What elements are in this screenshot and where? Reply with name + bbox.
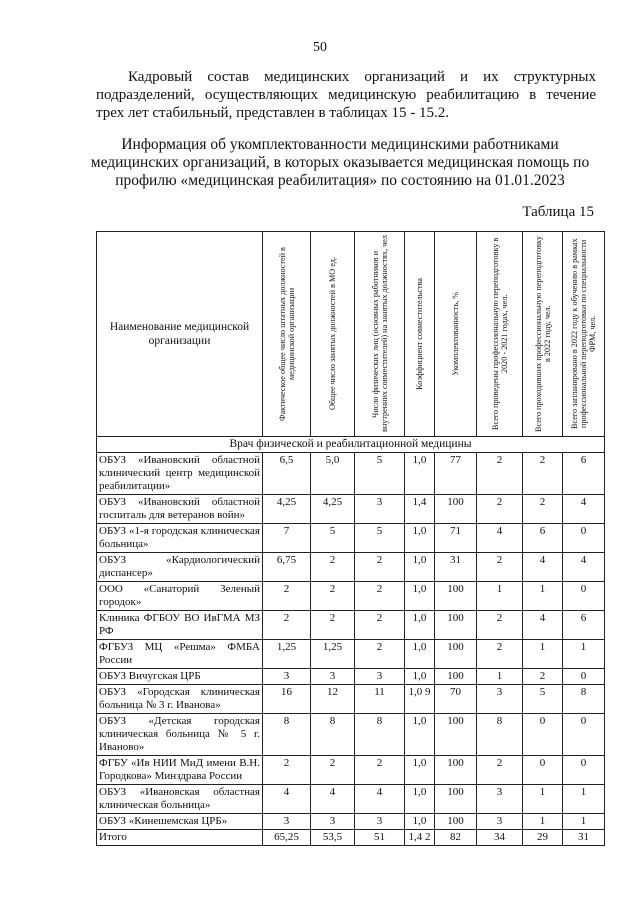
staffing-table — [96, 231, 605, 846]
cell: 65,25 — [263, 830, 311, 846]
cell: 1,0 9 — [405, 685, 435, 714]
cell: 2 — [477, 553, 523, 582]
table-label: Таблица 15 — [522, 204, 594, 220]
cell: 3 — [263, 814, 311, 830]
cell: 5,0 — [311, 453, 355, 495]
cell: 2 — [523, 495, 563, 524]
table-row — [97, 814, 605, 830]
org-name: ООО «Санаторий Зеленый городок» — [97, 582, 263, 611]
cell: 100 — [435, 756, 477, 785]
cell: 1 — [563, 785, 605, 814]
cell: 2 — [477, 640, 523, 669]
cell: 1,0 — [405, 524, 435, 553]
cell: 6,75 — [263, 553, 311, 582]
cell: 5 — [355, 453, 405, 495]
cell: 4 — [477, 524, 523, 553]
cell: 0 — [523, 714, 563, 756]
header-name: Наименование медицинской организации — [97, 232, 263, 437]
cell: 5 — [523, 685, 563, 714]
org-name: ОБУЗ «Детская городская клиническая больница № 5 г. Иваново» — [97, 714, 263, 756]
table-heading: Информация об укомплектованности медицинскими работниками медицинских организаций, в которых оказывается медицинская помощь по профилю «медицинская реабилитация» по состоянию на 01.01.2023 — [90, 136, 590, 189]
cell: 53,5 — [311, 830, 355, 846]
org-name: ОБУЗ «Городская клиническая больница № 3 г. Иванова» — [97, 685, 263, 714]
cell: 2 — [355, 611, 405, 640]
header-row — [97, 232, 605, 437]
cell: 8 — [355, 714, 405, 756]
cell: 1 — [523, 640, 563, 669]
org-name: ОБУЗ «Кинешемская ЦРБ» — [97, 814, 263, 830]
table-row — [97, 669, 605, 685]
cell: 1,0 — [405, 611, 435, 640]
cell: 1,0 — [405, 814, 435, 830]
table-row — [97, 553, 605, 582]
header-c4: Коэффициент совместительства — [405, 232, 435, 437]
cell: 8 — [477, 714, 523, 756]
org-name: ФГБУ «Ив НИИ МиД имени В.Н. Городкова» Минздрава России — [97, 756, 263, 785]
cell: 4 — [563, 495, 605, 524]
cell: 3 — [263, 669, 311, 685]
cell: 12 — [311, 685, 355, 714]
cell: 0 — [563, 524, 605, 553]
cell: 70 — [435, 685, 477, 714]
cell: 1,4 2 — [405, 830, 435, 846]
cell: 3 — [311, 669, 355, 685]
cell: 100 — [435, 669, 477, 685]
cell: 8 — [563, 685, 605, 714]
total-row — [97, 830, 605, 846]
cell: 2 — [477, 756, 523, 785]
header-c6: Всего проведены профессиональную переподготовку в 2020 - 2021 годах, чел. — [477, 232, 523, 437]
cell: 4 — [263, 785, 311, 814]
table-row — [97, 640, 605, 669]
cell: 1,0 — [405, 669, 435, 685]
cell: 2 — [355, 553, 405, 582]
org-name: ОБУЗ «1-я городская клиническая больница» — [97, 524, 263, 553]
cell: 16 — [263, 685, 311, 714]
header-c2: Общее число занятых должностей в МО ед. — [311, 232, 355, 437]
org-name: ОБУЗ Вичугская ЦРБ — [97, 669, 263, 685]
cell: 100 — [435, 814, 477, 830]
header-c5: Укомплектованность, % — [435, 232, 477, 437]
cell: 100 — [435, 611, 477, 640]
cell: 2 — [311, 611, 355, 640]
cell: 7 — [263, 524, 311, 553]
cell: 2 — [523, 669, 563, 685]
cell: 2 — [311, 553, 355, 582]
header-c3: Число физических лиц (основных работников и внутренних совместителей) на занятых должностях, чел — [355, 232, 405, 437]
org-name: ОБУЗ «Кардиологический диспансер» — [97, 553, 263, 582]
cell: 2 — [477, 453, 523, 495]
cell: 2 — [311, 756, 355, 785]
cell: 2 — [263, 611, 311, 640]
cell: 0 — [563, 714, 605, 756]
cell: 4,25 — [263, 495, 311, 524]
cell: 1,25 — [263, 640, 311, 669]
table-row — [97, 495, 605, 524]
cell: 3 — [355, 814, 405, 830]
cell: 0 — [563, 669, 605, 685]
cell: 8 — [311, 714, 355, 756]
cell: 3 — [355, 669, 405, 685]
cell: 0 — [563, 756, 605, 785]
cell: 5 — [311, 524, 355, 553]
cell: 6,5 — [263, 453, 311, 495]
org-name: ОБУЗ «Ивановский областной госпиталь для ветеранов войн» — [97, 495, 263, 524]
cell: 4 — [311, 785, 355, 814]
cell: 2 — [263, 756, 311, 785]
table-row — [97, 524, 605, 553]
cell: 4 — [563, 553, 605, 582]
cell: 4 — [523, 611, 563, 640]
header-c7: Всего проходивших профессиональную переподготовку в 2022 году, чел. — [523, 232, 563, 437]
cell: 31 — [435, 553, 477, 582]
org-name: ОБУЗ «Ивановская областная клиническая больница» — [97, 785, 263, 814]
cell: 34 — [477, 830, 523, 846]
cell: 1,0 — [405, 553, 435, 582]
org-name: ОБУЗ «Ивановский областной клинический центр медицинской реабилитации» — [97, 453, 263, 495]
cell: 6 — [563, 453, 605, 495]
cell: 1 — [477, 669, 523, 685]
cell: 3 — [477, 785, 523, 814]
total-label: Итого — [97, 830, 263, 846]
cell: 3 — [477, 685, 523, 714]
table-row — [97, 714, 605, 756]
cell: 2 — [355, 756, 405, 785]
cell: 4,25 — [311, 495, 355, 524]
cell: 3 — [311, 814, 355, 830]
cell: 2 — [477, 495, 523, 524]
table-row — [97, 685, 605, 714]
cell: 4 — [523, 553, 563, 582]
cell: 2 — [477, 611, 523, 640]
cell: 2 — [355, 582, 405, 611]
cell: 5 — [355, 524, 405, 553]
cell: 1,0 — [405, 640, 435, 669]
cell: 1,25 — [311, 640, 355, 669]
cell: 1 — [523, 582, 563, 611]
cell: 1,0 — [405, 582, 435, 611]
cell: 29 — [523, 830, 563, 846]
header-c1: Фактическое общее число штатных должностей в медицинской организации — [263, 232, 311, 437]
cell: 71 — [435, 524, 477, 553]
cell: 2 — [523, 453, 563, 495]
cell: 100 — [435, 785, 477, 814]
cell: 1,4 — [405, 495, 435, 524]
cell: 2 — [355, 640, 405, 669]
cell: 1,0 — [405, 714, 435, 756]
cell: 1,0 — [405, 756, 435, 785]
cell: 4 — [355, 785, 405, 814]
cell: 0 — [523, 756, 563, 785]
header-c8: Всего запланировано в 2022 году к обучению в рамках профессиональной переподготовки по специальности ФРМ, чел. — [563, 232, 605, 437]
cell: 2 — [311, 582, 355, 611]
section-row — [97, 437, 605, 453]
cell: 1 — [523, 785, 563, 814]
cell: 100 — [435, 640, 477, 669]
cell: 3 — [355, 495, 405, 524]
section-title: Врач физической и реабилитационной медицины — [97, 437, 605, 453]
page-number: 50 — [313, 40, 327, 55]
table-row — [97, 611, 605, 640]
cell: 100 — [435, 582, 477, 611]
cell: 31 — [563, 830, 605, 846]
org-name: ФГБУЗ МЦ «Решма» ФМБА России — [97, 640, 263, 669]
org-name: Клиника ФГБОУ ВО ИвГМА МЗ РФ — [97, 611, 263, 640]
cell: 1 — [523, 814, 563, 830]
cell: 11 — [355, 685, 405, 714]
cell: 6 — [523, 524, 563, 553]
table-row — [97, 785, 605, 814]
cell: 100 — [435, 714, 477, 756]
cell: 2 — [263, 582, 311, 611]
cell: 1 — [477, 582, 523, 611]
cell: 82 — [435, 830, 477, 846]
cell: 1 — [563, 640, 605, 669]
table-row — [97, 756, 605, 785]
cell: 1,0 — [405, 785, 435, 814]
cell: 8 — [263, 714, 311, 756]
cell: 0 — [563, 582, 605, 611]
table-row — [97, 453, 605, 495]
cell: 51 — [355, 830, 405, 846]
table-row — [97, 582, 605, 611]
cell: 1 — [563, 814, 605, 830]
cell: 6 — [563, 611, 605, 640]
cell: 1,0 — [405, 453, 435, 495]
cell: 3 — [477, 814, 523, 830]
intro-paragraph: Кадровый состав медицинских организаций и их структурных подразделений, осуществляющих медицинскую реабилитацию в течение трех лет стабильный, представлен в таблицах 15 - 15.2. — [96, 69, 596, 121]
cell: 100 — [435, 495, 477, 524]
cell: 77 — [435, 453, 477, 495]
